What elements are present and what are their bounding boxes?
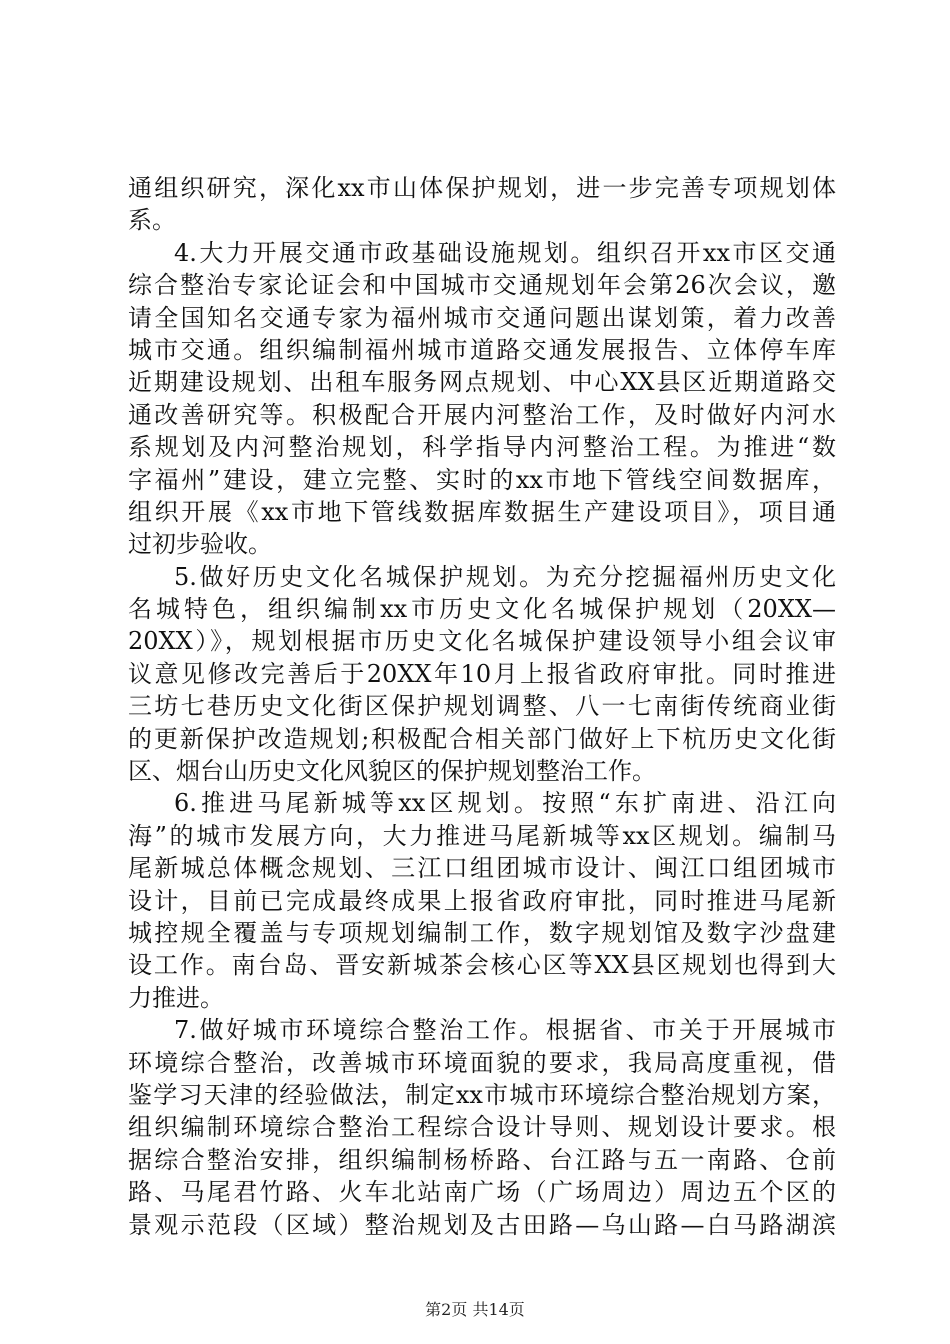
text-line-27: 7.做好城市环境综合整治工作。根据省、市关于开展城市 bbox=[174, 1016, 836, 1045]
text-line-3: 4.大力开展交通市政基础设施规划。组织召开xx市区交通 bbox=[174, 238, 836, 267]
body-text bbox=[128, 172, 836, 1241]
text-line-2: 系。 bbox=[128, 206, 176, 235]
text-line-24: 城控规全覆盖与专项规划编制工作，数字规划馆及数字沙盘建 bbox=[128, 918, 836, 947]
text-line-6: 城市交通。组织编制福州城市道路交通发展报告、立体停车库 bbox=[128, 335, 836, 364]
text-line-17: 三坊七巷历史文化街区保护规划调整、八一七南街传统商业街 bbox=[128, 692, 836, 721]
text-line-19: 区、烟台山历史文化风貌区的保护规划整治工作。 bbox=[128, 757, 656, 786]
text-line-26: 力推进。 bbox=[128, 983, 224, 1012]
text-line-16: 议意见修改完善后于20XX年10月上报省政府审批。同时推进 bbox=[128, 659, 836, 688]
text-line-11: 组织开展《xx市地下管线数据库数据生产建设项目》，项目通 bbox=[128, 497, 836, 526]
text-line-8: 通改善研究等。积极配合开展内河整治工作，及时做好内河水 bbox=[128, 400, 836, 429]
text-line-1: 通组织研究，深化xx市山体保护规划，进一步完善专项规划体 bbox=[128, 174, 836, 202]
text-line-33: 景观示范段（区域）整治规划及古田路—乌山路—白马路湖滨 bbox=[128, 1210, 836, 1239]
text-line-23: 设计，目前已完成最终成果上报省政府审批，同时推进马尾新 bbox=[128, 886, 836, 915]
text-line-20: 6.推进马尾新城等xx区规划。按照“东扩南进、沿江向 bbox=[174, 789, 836, 818]
text-line-31: 据综合整治安排，组织编制杨桥路、台江路与五一南路、仓前 bbox=[128, 1145, 836, 1174]
text-line-10: 字福州”建设，建立完整、实时的xx市地下管线空间数据库， bbox=[128, 465, 836, 494]
text-line-14: 名城特色，组织编制xx市历史文化名城保护规划（20XX— bbox=[128, 595, 836, 624]
text-line-30: 组织编制环境综合整治工程综合设计导则、规划设计要求。根 bbox=[128, 1113, 836, 1142]
text-line-25: 设工作。南台岛、晋安新城茶会核心区等XX县区规划也得到大 bbox=[128, 951, 836, 980]
text-line-32: 路、马尾君竹路、火车北站南广场（广场周边）周边五个区的 bbox=[128, 1178, 836, 1207]
text-line-18: 的更新保护改造规划;积极配合相关部门做好上下杭历史文化街 bbox=[128, 724, 836, 753]
text-line-13: 5.做好历史文化名城保护规划。为充分挖掘福州历史文化 bbox=[174, 562, 836, 591]
text-line-4: 综合整治专家论证会和中国城市交通规划年会第26次会议，邀 bbox=[128, 271, 836, 300]
page-footer: 第2页 共14页 bbox=[425, 1300, 525, 1319]
text-line-28: 环境综合整治，改善城市环境面貌的要求，我局高度重视，借 bbox=[128, 1048, 836, 1077]
text-line-22: 尾新城总体概念规划、三江口组团城市设计、闽江口组团城市 bbox=[128, 854, 836, 883]
text-line-15: 20XX）》，规划根据市历史文化名城保护建设领导小组会议审 bbox=[128, 627, 836, 656]
text-line-5: 请全国知名交通专家为福州城市交通问题出谋划策，着力改善 bbox=[128, 303, 836, 332]
text-line-9: 系规划及内河整治规划，科学指导内河整治工程。为推进“数 bbox=[128, 433, 836, 462]
text-line-12: 过初步验收。 bbox=[128, 530, 272, 559]
text-line-29: 鉴学习天津的经验做法，制定xx市城市环境综合整治规划方案， bbox=[128, 1080, 836, 1109]
text-line-21: 海”的城市发展方向，大力推进马尾新城等xx区规划。编制马 bbox=[128, 821, 836, 850]
text-line-7: 近期建设规划、出租车服务网点规划、中心XX县区近期道路交 bbox=[128, 368, 836, 397]
